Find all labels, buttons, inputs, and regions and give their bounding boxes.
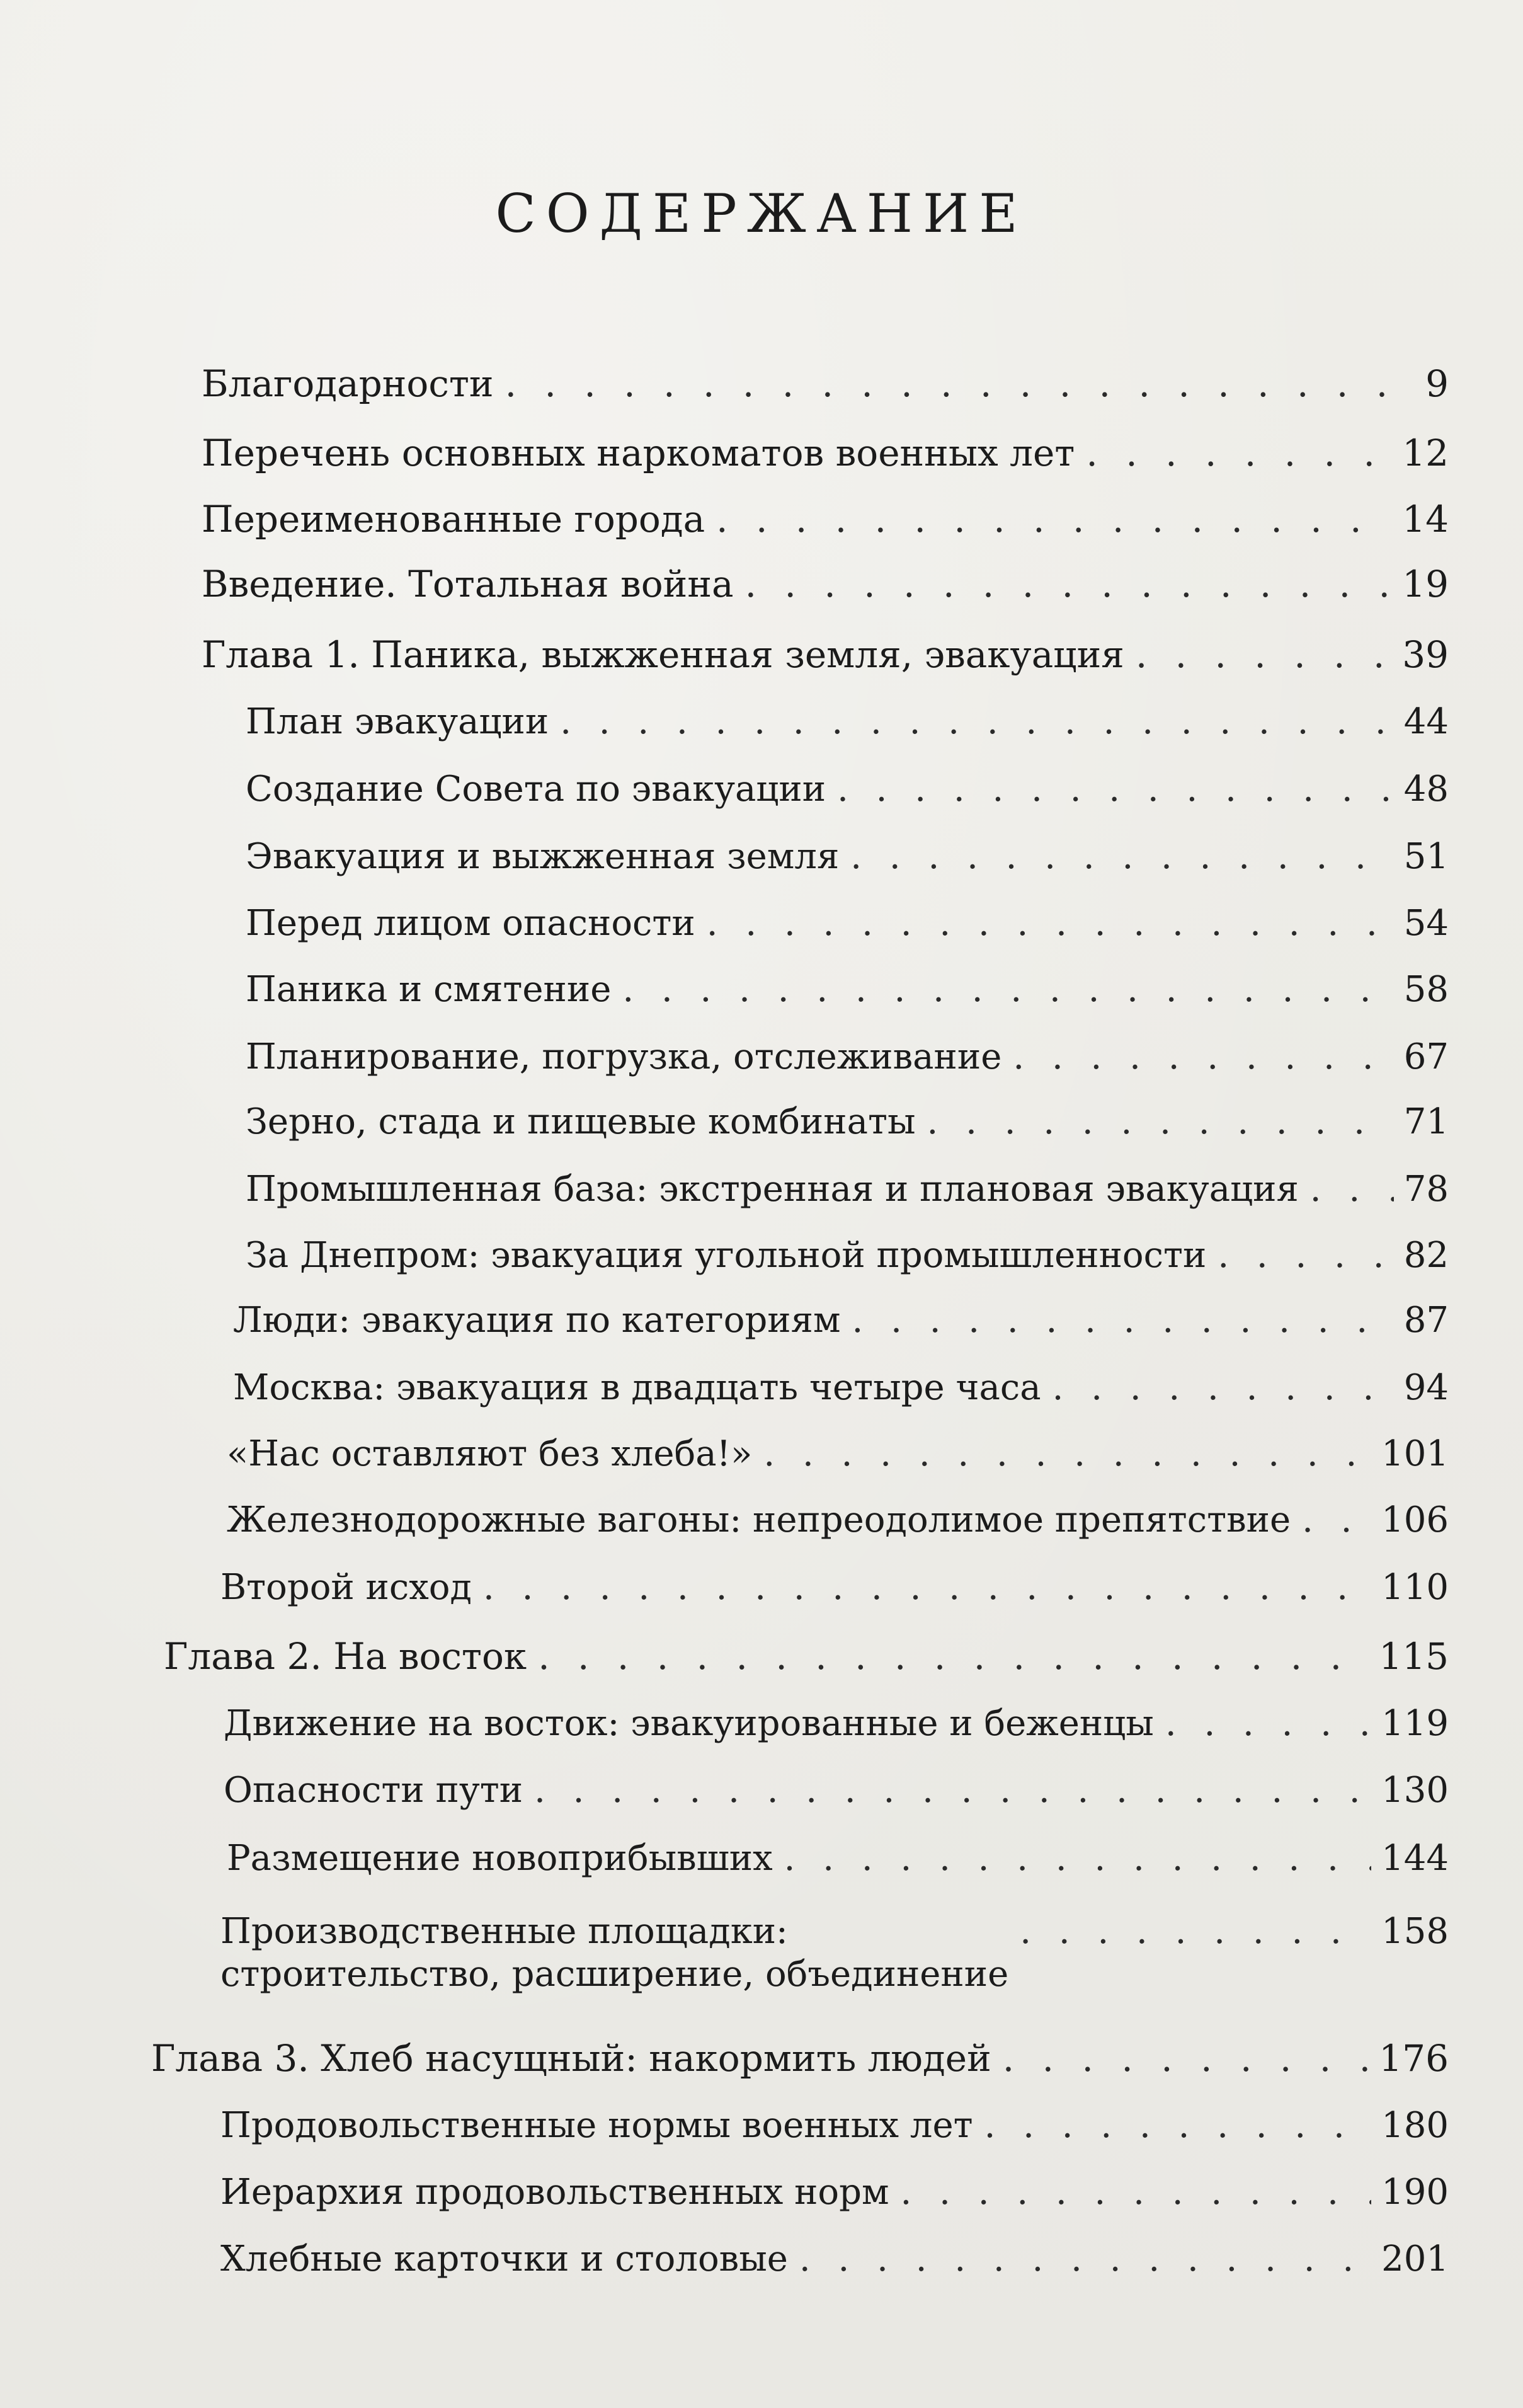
toc-section-entry — [227, 1499, 1449, 1540]
toc-page-number: 82 — [1403, 1235, 1449, 1276]
toc-entry-title-continued: строительство, расширение, объединение — [220, 1954, 1009, 1995]
toc-section-entry — [246, 836, 1449, 877]
toc-entry-title: Глава 1. Паника, выжженная земля, эвакуация — [202, 633, 1124, 676]
dot-leader — [1302, 1503, 1371, 1538]
toc-page-number: 110 — [1381, 1567, 1449, 1608]
toc-section-entry — [220, 2172, 1449, 2213]
toc-page-number: 44 — [1403, 701, 1449, 742]
dot-leader — [1310, 1172, 1394, 1207]
dot-leader — [1020, 1914, 1371, 1949]
dot-leader — [716, 501, 1392, 537]
dot-leader — [901, 2175, 1372, 2210]
toc-page-number: 176 — [1379, 2037, 1449, 2080]
toc-chapter-entry — [202, 498, 1449, 541]
toc-page-number: 201 — [1381, 2239, 1449, 2279]
dot-leader — [799, 2242, 1371, 2277]
dot-leader — [622, 972, 1393, 1007]
dot-leader — [1086, 435, 1392, 471]
toc-page-number: 158 — [1381, 1911, 1449, 1952]
dot-leader — [745, 566, 1393, 602]
toc-entry-title: Благодарности — [202, 362, 494, 405]
toc-entry-title: Железнодорожные вагоны: непреодолимое препятствие — [227, 1499, 1291, 1540]
toc-entry-title: Иерархия продовольственных норм — [220, 2172, 889, 2213]
toc-page-number: 119 — [1381, 1703, 1449, 1744]
toc-page-number: 94 — [1403, 1367, 1449, 1408]
dot-leader — [837, 772, 1394, 807]
toc-section-entry — [224, 1703, 1449, 1744]
toc-entry-title: Эвакуация и выжженная земля — [246, 836, 840, 877]
toc-page-number: 9 — [1425, 362, 1449, 405]
toc-entry-title: Переименованные города — [202, 498, 705, 541]
toc-page-number: 67 — [1403, 1036, 1449, 1077]
toc-entry-title: Люди: эвакуация по категориям — [233, 1300, 841, 1341]
toc-section-entry — [246, 969, 1449, 1010]
toc-entry-title: Производственные площадки: строительство, расширение, объединение — [220, 1911, 1009, 1995]
toc-page-number: 87 — [1403, 1300, 1449, 1341]
dot-leader — [927, 1104, 1394, 1140]
toc-page-number: 130 — [1381, 1770, 1449, 1811]
toc-section-entry — [220, 2239, 1449, 2279]
toc-chapter-entry — [202, 362, 1449, 405]
toc-page-number: 180 — [1381, 2105, 1449, 2146]
toc-section-entry — [220, 2105, 1449, 2146]
toc-chapter-entry — [202, 563, 1449, 605]
toc-page-number: 48 — [1403, 769, 1449, 810]
dot-leader — [1052, 1370, 1394, 1406]
toc-entry-title: Второй исход — [220, 1567, 472, 1608]
toc-section-entry — [233, 1300, 1449, 1341]
toc-chapter-entry — [164, 1635, 1449, 1678]
dot-leader — [784, 1841, 1371, 1876]
toc-entry-title: Хлебные карточки и столовые — [220, 2239, 788, 2279]
toc-chapter-entry — [202, 633, 1449, 676]
toc-entry-title: Промышленная база: экстренная и плановая эвакуация — [246, 1169, 1299, 1210]
toc-section-entry — [246, 903, 1449, 944]
dot-leader — [534, 1773, 1371, 1808]
toc-entry-title: Глава 2. На восток — [164, 1635, 527, 1678]
toc-entry-title: План эвакуации — [246, 701, 549, 742]
toc-section-entry — [220, 1910, 1449, 1997]
toc-entry-title: Опасности пути — [224, 1770, 523, 1811]
toc-entry-title: Введение. Тотальная война — [202, 563, 734, 605]
toc-section-entry — [227, 1838, 1449, 1879]
toc-entry-title: Зерно, стада и пищевые комбинаты — [246, 1101, 916, 1142]
dot-leader — [1165, 1706, 1371, 1741]
toc-section-entry — [246, 769, 1449, 810]
toc-page-number: 12 — [1402, 432, 1449, 474]
toc-page-number: 51 — [1403, 836, 1449, 877]
toc-section-entry — [246, 701, 1449, 742]
toc-section-entry — [224, 1770, 1449, 1811]
toc-entry-title: «Нас оставляют без хлеба!» — [227, 1433, 753, 1474]
dot-leader — [852, 1303, 1394, 1338]
toc-page-number: 106 — [1381, 1499, 1449, 1540]
page-title: СОДЕРЖАНИЕ — [495, 183, 1028, 244]
toc-section-entry — [246, 1169, 1449, 1210]
toc-section-entry — [220, 1567, 1449, 1608]
toc-page-number: 19 — [1402, 563, 1449, 605]
toc-entry-title: Размещение новоприбывших — [227, 1838, 773, 1879]
dot-leader — [1136, 636, 1392, 673]
dot-leader — [538, 1638, 1369, 1675]
dot-leader — [505, 365, 1401, 402]
toc-chapter-entry — [202, 432, 1449, 474]
dot-leader — [707, 906, 1394, 941]
toc-page-number: 115 — [1379, 1635, 1449, 1678]
dot-leader — [1013, 1040, 1393, 1075]
toc-page-number: 190 — [1381, 2172, 1449, 2213]
toc-entry-title: Москва: эвакуация в двадцать четыре часа — [233, 1367, 1041, 1408]
toc-section-entry — [246, 1036, 1449, 1077]
toc-section-entry — [246, 1235, 1449, 1276]
toc-section-entry — [246, 1101, 1449, 1142]
dot-leader — [483, 1570, 1371, 1605]
toc-page-number: 71 — [1403, 1101, 1449, 1142]
toc-entry-title: Перечень основных наркоматов военных лет — [202, 432, 1075, 474]
toc-page-number: 144 — [1381, 1838, 1449, 1879]
dot-leader — [763, 1436, 1371, 1472]
dot-leader — [1218, 1238, 1393, 1273]
toc-entry-title: Движение на восток: эвакуированные и беженцы — [224, 1703, 1154, 1744]
toc-page-number: 39 — [1402, 633, 1449, 676]
toc-entry-title: Перед лицом опасности — [246, 903, 695, 944]
toc-page-number: 58 — [1403, 969, 1449, 1010]
dot-leader — [560, 704, 1394, 740]
toc-entry-title: Планирование, погрузка, отслеживание — [246, 1036, 1002, 1077]
toc-page-number: 54 — [1403, 903, 1449, 944]
toc-page-number: 78 — [1403, 1169, 1449, 1210]
toc-section-entry — [227, 1433, 1449, 1474]
toc-page-number: 14 — [1402, 498, 1449, 541]
dot-leader — [850, 839, 1393, 874]
toc-page-number: 101 — [1381, 1433, 1449, 1474]
dot-leader — [1003, 2040, 1369, 2077]
dot-leader — [984, 2108, 1372, 2143]
toc-entry-title: Глава 3. Хлеб насущный: накормить людей — [151, 2037, 991, 2080]
toc-entry-title: Создание Совета по эвакуации — [246, 769, 826, 810]
toc-entry-title: Паника и смятение — [246, 969, 612, 1010]
toc-entry-title: За Днепром: эвакуация угольной промышленности — [246, 1235, 1207, 1276]
toc-entry-title: Продовольственные нормы военных лет — [220, 2105, 973, 2146]
toc-chapter-entry — [151, 2037, 1449, 2080]
toc-section-entry — [233, 1367, 1449, 1408]
